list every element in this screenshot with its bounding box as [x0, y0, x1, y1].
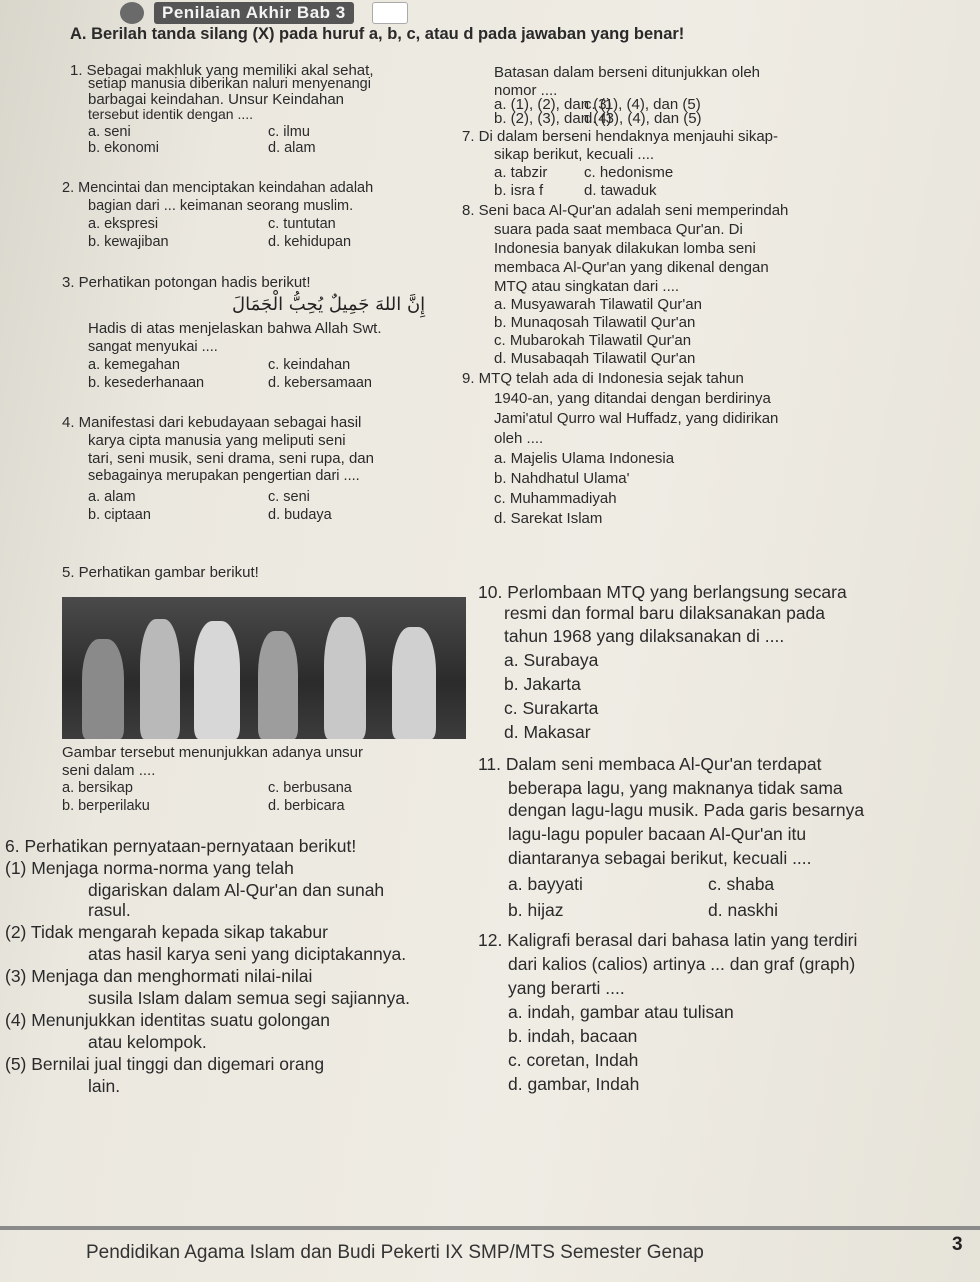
- right-line-26: b. Nahdhatul Ulama': [494, 470, 630, 487]
- right-line-11: d. tawaduk: [584, 182, 657, 199]
- footer-rule: [0, 1226, 980, 1230]
- right-line-34: c. Surakarta: [504, 698, 599, 718]
- left-line-5: c. ilmu: [268, 124, 310, 140]
- left-line-16: sangat menyukai ....: [88, 339, 218, 355]
- right-line-30: resmi dan formal baru dilaksanakan pada: [504, 603, 826, 623]
- right-line-16: MTQ atau singkatan dari ....: [494, 278, 680, 295]
- chapter-header: [110, 0, 400, 26]
- right-line-45: 12. Kaligrafi berasal dari bahasa latin yang terdiri: [478, 930, 858, 950]
- right-line-13: suara pada saat membaca Qur'an. Di: [494, 221, 743, 238]
- left-line-0: 1. Sebagai makhluk yang memiliki akal sehat,: [70, 62, 374, 79]
- left-line-9: bagian dari ... keimanan seorang muslim.: [88, 198, 354, 214]
- left-line-26: c. seni: [268, 489, 310, 505]
- left-line-17: a. kemegahan: [88, 357, 180, 373]
- right-line-48: a. indah, gambar atau tulisan: [508, 1002, 734, 1022]
- right-line-21: 9. MTQ telah ada di Indonesia sejak tahun: [462, 370, 744, 387]
- right-line-2: a. (1), (2), dan (3): [494, 96, 612, 113]
- right-line-3: c. (1), (4), dan (5): [584, 96, 701, 113]
- left-line-14: 3. Perhatikan potongan hadis berikut!: [62, 274, 311, 291]
- right-line-36: 11. Dalam seni membaca Al-Qur'an terdapat: [478, 754, 822, 774]
- right-line-40: diantaranya sebagai berikut, kecuali ....: [508, 848, 812, 868]
- dance-photo: [62, 597, 466, 739]
- footer-text: Pendidikan Agama Islam dan Budi Pekerti IX SMP/MTS Semester Genap: [86, 1242, 704, 1263]
- right-line-35: d. Makasar: [504, 722, 591, 742]
- right-line-12: 8. Seni baca Al-Qur'an adalah seni memperindah: [462, 202, 789, 219]
- right-line-5: d. (3), (4), dan (5): [584, 110, 702, 127]
- right-line-20: d. Musabaqah Tilawatil Qur'an: [494, 350, 696, 367]
- left-line-25: a. alam: [88, 489, 136, 505]
- left-line-13: d. kehidupan: [268, 234, 352, 250]
- right-line-27: c. Muhammadiyah: [494, 490, 617, 507]
- right-line-50: c. coretan, Indah: [508, 1050, 639, 1070]
- right-line-38: dengan lagu-lagu musik. Pada garis besarnya: [508, 800, 865, 820]
- right-line-31: tahun 1968 yang dilaksanakan di ....: [504, 626, 785, 646]
- left-line-35: d. berbicara: [268, 798, 345, 814]
- left-line-4: a. seni: [88, 124, 131, 140]
- right-line-4: b. (2), (3), dan (4): [494, 110, 612, 127]
- right-line-8: a. tabzir: [494, 164, 548, 181]
- right-line-7: sikap berikut, kecuali ....: [494, 146, 655, 163]
- right-line-1: nomor ....: [494, 82, 558, 99]
- left-line-37: (1) Menjaga norma-norma yang telah: [5, 858, 294, 878]
- left-line-3: tersebut identik dengan ....: [88, 106, 253, 122]
- right-line-19: c. Mubarokah Tilawatil Qur'an: [494, 332, 692, 349]
- right-line-28: d. Sarekat Islam: [494, 510, 603, 527]
- left-line-15: Hadis di atas menjelaskan bahwa Allah Swt.: [88, 320, 382, 337]
- right-line-25: a. Majelis Ulama Indonesia: [494, 450, 675, 467]
- left-line-41: atas hasil karya seni yang diciptakannya.: [88, 944, 407, 964]
- left-line-12: b. kewajiban: [88, 234, 169, 250]
- left-line-7: d. alam: [268, 140, 316, 156]
- left-line-21: 4. Manifestasi dari kebudayaan sebagai hasil: [62, 414, 362, 431]
- left-line-31: seni dalam ....: [62, 762, 156, 779]
- right-line-23: Jami'atul Qurro wal Huffadz, yang didirikan: [494, 410, 779, 427]
- footer: [0, 1214, 980, 1282]
- left-line-18: c. keindahan: [268, 357, 351, 373]
- left-line-19: b. kesederhanaan: [88, 375, 205, 391]
- left-line-36: 6. Perhatikan pernyataan-pernyataan berikut!: [5, 836, 357, 856]
- left-line-1: setiap manusia diberikan naluri menyenangi: [88, 76, 371, 92]
- right-line-49: b. indah, bacaan: [508, 1026, 638, 1046]
- left-line-44: (4) Menunjukkan identitas suatu golongan: [5, 1010, 330, 1030]
- left-line-45: atau kelompok.: [88, 1032, 207, 1052]
- left-line-33: c. berbusana: [268, 780, 352, 796]
- right-line-51: d. gambar, Indah: [508, 1074, 640, 1094]
- right-line-6: 7. Di dalam berseni hendaknya menjauhi sikap-: [462, 128, 779, 145]
- right-line-43: b. hijaz: [508, 900, 564, 920]
- instruction: A. Berilah tanda silang (X) pada huruf a, b, c, atau d pada jawaban yang benar!: [70, 25, 685, 43]
- left-line-24: sebagainya merupakan pengertian dari ....: [88, 468, 360, 484]
- right-line-24: oleh ....: [494, 430, 544, 447]
- left-line-43: susila Islam dalam semua segi sajiannya.: [88, 988, 410, 1008]
- left-line-34: b. berperilaku: [62, 798, 150, 814]
- right-line-18: b. Munaqosah Tilawatil Qur'an: [494, 314, 696, 331]
- left-line-32: a. bersikap: [62, 780, 133, 796]
- right-line-0: Batasan dalam berseni ditunjukkan oleh: [494, 64, 761, 81]
- page-number: 3: [952, 1234, 963, 1255]
- chapter-title: Penilaian Akhir Bab 3: [154, 2, 354, 24]
- left-line-40: (2) Tidak mengarah kepada sikap takabur: [5, 922, 328, 942]
- left-line-2: barbagai keindahan. Unsur Keindahan: [88, 91, 345, 108]
- left-line-30: Gambar tersebut menunjukkan adanya unsur: [62, 744, 364, 761]
- right-line-39: lagu-lagu populer bacaan Al-Qur'an itu: [508, 824, 807, 844]
- right-line-42: c. shaba: [708, 874, 775, 894]
- left-line-22: karya cipta manusia yang meliputi seni: [88, 432, 346, 449]
- cube-icon: [372, 2, 408, 24]
- right-line-44: d. naskhi: [708, 900, 779, 920]
- left-line-27: b. ciptaan: [88, 507, 151, 523]
- right-line-15: membaca Al-Qur'an yang dikenal dengan: [494, 259, 769, 276]
- header-circle-icon: [120, 2, 144, 24]
- left-line-10: a. ekspresi: [88, 216, 159, 232]
- right-line-29: 10. Perlombaan MTQ yang berlangsung secara: [478, 582, 847, 602]
- left-line-6: b. ekonomi: [88, 140, 159, 156]
- right-line-10: b. isra f: [494, 182, 544, 199]
- left-line-47: lain.: [88, 1076, 121, 1096]
- right-line-22: 1940-an, yang ditandai dengan berdirinya: [494, 390, 771, 407]
- left-line-23: tari, seni musik, seni drama, seni rupa, dan: [88, 450, 374, 467]
- left-line-46: (5) Bernilai jual tinggi dan digemari orang: [5, 1054, 325, 1074]
- right-line-14: Indonesia banyak dilakukan lomba seni: [494, 240, 756, 257]
- left-line-20: d. kebersamaan: [268, 375, 372, 391]
- right-line-32: a. Surabaya: [504, 650, 599, 670]
- left-line-39: rasul.: [88, 900, 131, 920]
- left-line-38: digariskan dalam Al-Qur'an dan sunah: [88, 880, 385, 900]
- right-line-9: c. hedonisme: [584, 164, 674, 181]
- left-line-42: (3) Menjaga dan menghormati nilai-nilai: [5, 966, 313, 986]
- left-line-29: 5. Perhatikan gambar berikut!: [62, 564, 259, 581]
- left-line-28: d. budaya: [268, 507, 332, 523]
- left-line-11: c. tuntutan: [268, 216, 336, 232]
- right-line-37: beberapa lagu, yang maknanya tidak sama: [508, 778, 843, 798]
- right-line-46: dari kalios (calios) artinya ... dan graf (graph): [508, 954, 856, 974]
- left-line-8: 2. Mencintai dan menciptakan keindahan adalah: [62, 180, 374, 196]
- right-line-47: yang berarti ....: [508, 978, 625, 998]
- right-line-33: b. Jakarta: [504, 674, 581, 694]
- right-line-41: a. bayyati: [508, 874, 583, 894]
- hadith-text: إِنَّ اللهَ جَمِيلٌ يُحِبُّ الْجَمَالَ: [232, 294, 426, 315]
- right-line-17: a. Musyawarah Tilawatil Qur'an: [494, 296, 702, 313]
